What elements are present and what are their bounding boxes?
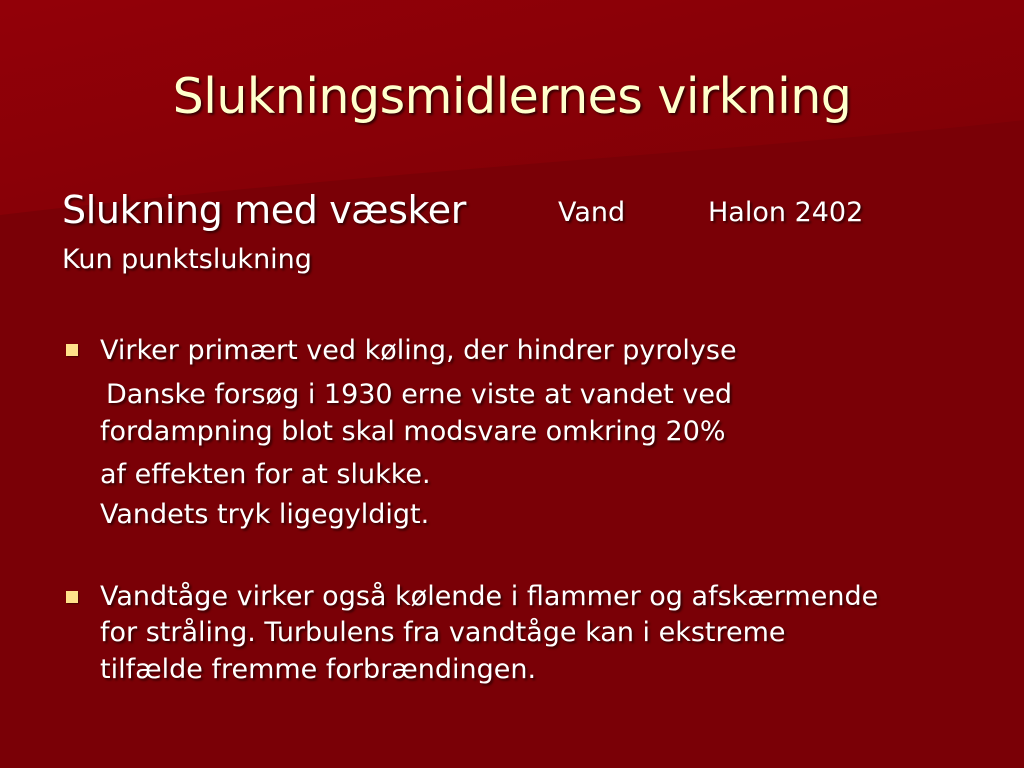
bullet-2-line-3: tilfælde fremme forbrændingen. [100,654,537,685]
section-heading: Slukning med væsker [62,188,466,232]
bullet-1-line-4: af effekten for at slukke. [100,459,431,490]
bullet-1-line-3: fordampning blot skal modsvare omkring 20% [100,416,726,447]
bullet-square-icon [66,591,78,603]
bullet-2-line-2: for stråling. Turbulens fra vandtåge kan i ekstreme [100,617,786,648]
bullet-1-line-1: Virker primært ved køling, der hindrer pyrolyse [100,335,737,366]
bullet-2-line-1: Vandtåge virker også kølende i flammer og afskærmende [100,581,879,612]
bullet-1-line-5: Vandets tryk ligegyldigt. [100,499,430,530]
slide-title: Slukningsmidlernes virkning [172,68,852,125]
heading-item-vand: Vand [558,197,626,228]
heading-item-halon: Halon 2402 [708,197,864,228]
bullet-square-icon [66,344,78,356]
subheading: Kun punktslukning [62,244,312,275]
bullet-1-line-2: Danske forsøg i 1930 erne viste at vandet ved [106,379,733,410]
